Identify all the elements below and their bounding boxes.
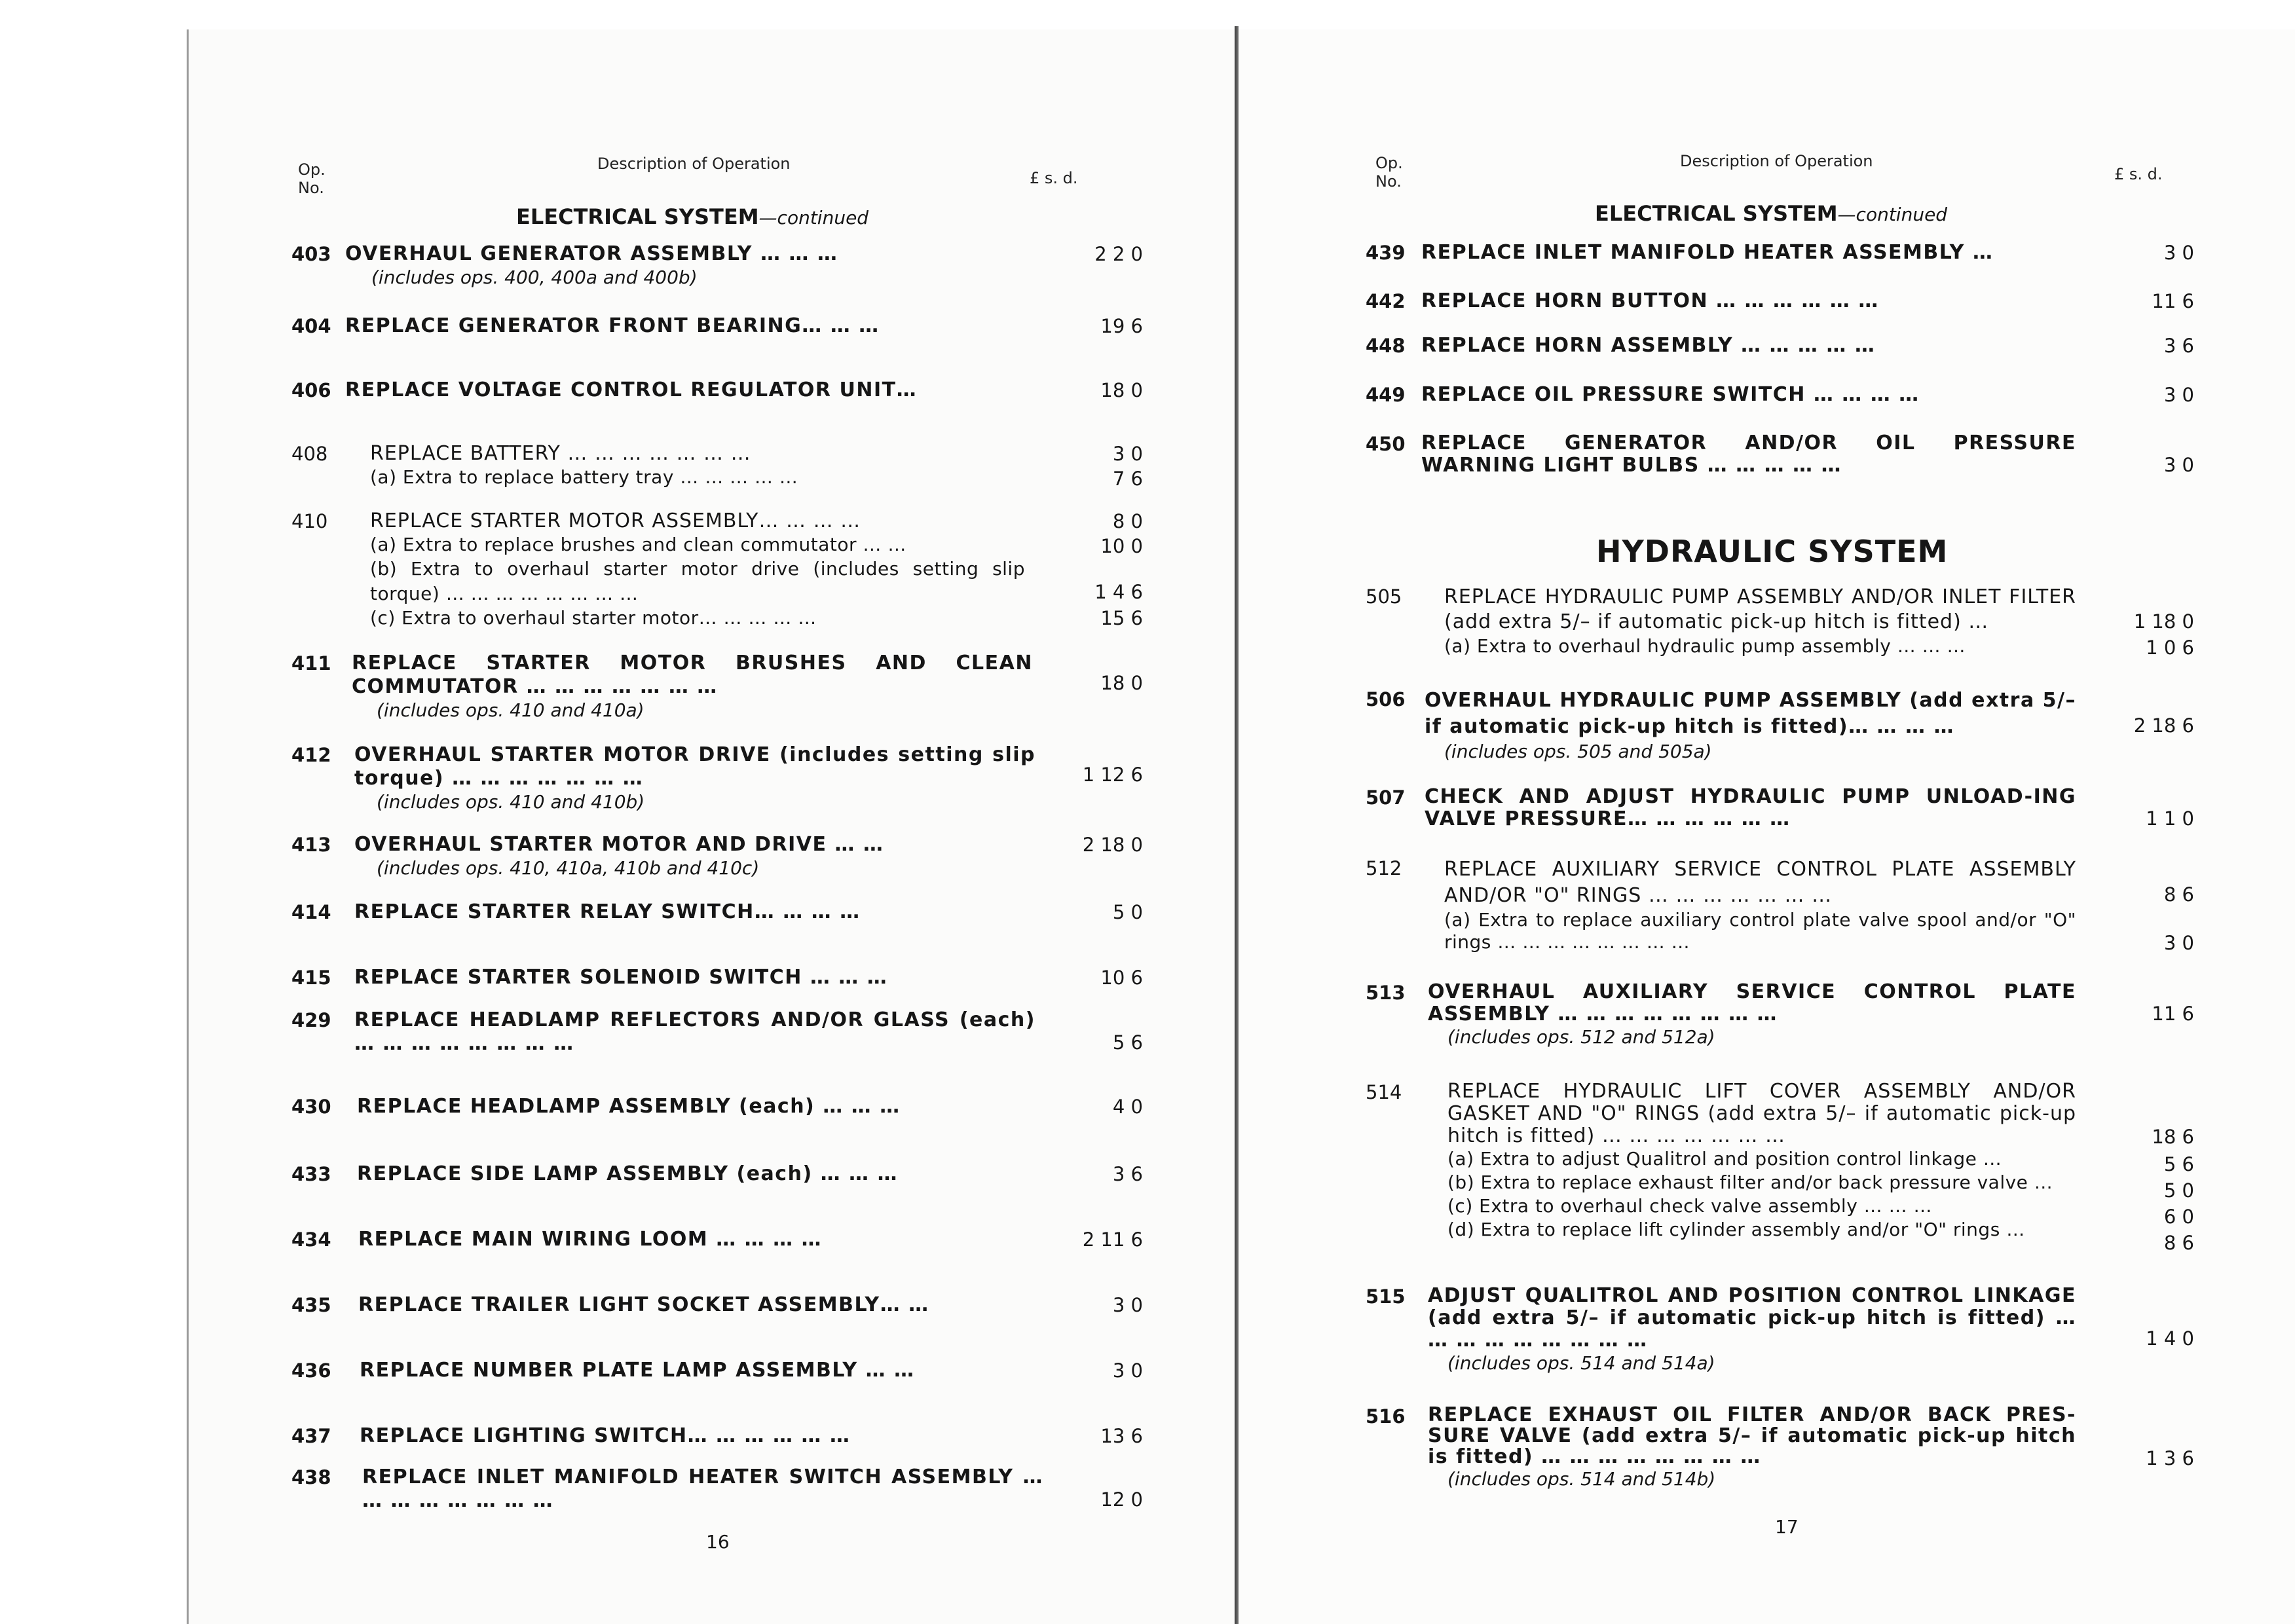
operation-title: REPLACE HEADLAMP ASSEMBLY (each) … … … — [357, 1095, 901, 1118]
operation-title: REPLACE SIDE LAMP ASSEMBLY (each) … … … — [357, 1162, 898, 1185]
operation-title: REPLACE MAIN WIRING LOOM … … … … — [358, 1228, 823, 1251]
operation-title: REPLACE HORN BUTTON … … … … … … — [1421, 289, 1879, 312]
no-header-label: No. — [298, 179, 324, 197]
page-number: 16 — [706, 1531, 730, 1553]
price: 18 6 — [2152, 1126, 2194, 1148]
price: 1 18 0 — [2133, 610, 2194, 633]
sub-operation: (b) Extra to overhaul starter motor drive (includes setting slip torque) … … … … … … … … — [370, 558, 1025, 604]
operation-title: REPLACE STARTER SOLENOID SWITCH … … … — [354, 966, 888, 989]
price: 5 6 — [1112, 1031, 1143, 1054]
includes-note: (includes ops. 514 and 514a) — [1447, 1352, 1715, 1374]
op-number: 408 — [291, 443, 328, 465]
operation-title: REPLACE OIL PRESSURE SWITCH … … … … — [1421, 383, 1920, 406]
price: 3 0 — [1112, 1294, 1143, 1316]
op-number: 415 — [291, 967, 331, 989]
op-number: 448 — [1366, 335, 1406, 357]
operation-title: REPLACE VOLTAGE CONTROL REGULATOR UNIT… — [345, 378, 918, 401]
operation-title: REPLACE NUMBER PLATE LAMP ASSEMBLY … … — [360, 1359, 915, 1382]
section-title-text: ELECTRICAL SYSTEM — [1595, 201, 1838, 226]
operation-title: REPLACE GENERATOR AND/OR OIL PRESSURE WARNING LIGHT BULBS … … … … … — [1421, 432, 2076, 477]
price: 19 6 — [1100, 315, 1143, 337]
op-number: 435 — [291, 1294, 331, 1316]
op-number: 410 — [291, 510, 328, 532]
sub-operation: (a) Extra to adjust Qualitrol and position control linkage … — [1447, 1148, 2002, 1170]
money-header: £ s. d. — [2114, 165, 2163, 183]
operation-title: REPLACE GENERATOR FRONT BEARING… … … — [345, 314, 880, 337]
sub-price: 5 6 — [2163, 1153, 2194, 1175]
sub-price: 6 0 — [2163, 1206, 2194, 1228]
op-no-header — [298, 160, 344, 197]
operation-title: REPLACE TRAILER LIGHT SOCKET ASSEMBLY… … — [358, 1293, 929, 1316]
op-number: 516 — [1366, 1405, 1406, 1428]
section-title — [1595, 201, 1947, 226]
price: 3 0 — [2163, 454, 2194, 476]
operation-title: REPLACE AUXILIARY SERVICE CONTROL PLATE ASSEMBLY AND/OR "O" RINGS … … … … … … … — [1444, 858, 2076, 907]
operation-title: REPLACE EXHAUST OIL FILTER AND/OR BACK PRES-SURE VALVE (add extra 5/– if automatic pick-up hitch is fitted) … … … … … … … … — [1428, 1403, 2076, 1468]
includes-note: (includes ops. 400, 400a and 400b) — [371, 267, 698, 288]
op-number: 439 — [1366, 242, 1406, 264]
operation-title: REPLACE STARTER RELAY SWITCH… … … … — [354, 900, 861, 923]
op-number: 413 — [291, 834, 331, 856]
operation-title: CHECK AND ADJUST HYDRAULIC PUMP UNLOAD-ING VALVE PRESSURE… … … … … … — [1425, 785, 2076, 830]
operation-title: REPLACE STARTER MOTOR ASSEMBLY… … … … — [370, 509, 861, 532]
price: 2 18 0 — [1082, 834, 1143, 856]
operation-title: REPLACE HYDRAULIC LIFT COVER ASSEMBLY AND/OR GASKET AND "O" RINGS (add extra 5/– if automatic pick-up hitch is fitted) … … … … … … … — [1447, 1080, 2076, 1147]
price: 4 0 — [1112, 1096, 1143, 1118]
operation-title: OVERHAUL STARTER MOTOR AND DRIVE … … — [354, 833, 884, 856]
price: 13 6 — [1100, 1425, 1143, 1447]
sub-operation: (c) Extra to overhaul check valve assembly … … … — [1447, 1195, 1932, 1217]
page-number: 17 — [1775, 1516, 1799, 1538]
includes-note: (includes ops. 410 and 410b) — [377, 791, 645, 813]
sub-price: 5 0 — [2163, 1179, 2194, 1202]
sub-price: 3 0 — [2163, 932, 2194, 954]
op-number: 406 — [291, 379, 331, 401]
op-number: 512 — [1366, 857, 1402, 879]
op-number: 434 — [291, 1228, 331, 1251]
sub-price: 7 6 — [1112, 468, 1143, 490]
sub-operation: (a) Extra to replace brushes and clean commutator … … — [370, 534, 906, 555]
money-header: £ s. d. — [1030, 169, 1078, 187]
price: 2 2 0 — [1094, 243, 1143, 265]
sub-price: 15 6 — [1100, 607, 1143, 629]
price: 1 4 0 — [2146, 1327, 2194, 1350]
operation-title: REPLACE LIGHTING SWITCH… … … … … … — [360, 1424, 851, 1447]
sub-price: 10 0 — [1100, 535, 1143, 557]
hydraulic-section-title: HYDRAULIC SYSTEM — [1596, 534, 1949, 569]
includes-note: (includes ops. 514 and 514b) — [1447, 1468, 1716, 1490]
sub-operation: (a) Extra to replace auxiliary control plate valve spool and/or "O" rings … … … … … … … … — [1444, 909, 2076, 953]
operation-title: OVERHAUL STARTER MOTOR DRIVE (includes setting slip torque) … … … … … … … — [354, 743, 1036, 790]
op-number: 412 — [291, 744, 331, 766]
sub-operation: (d) Extra to replace lift cylinder assembly and/or "O" rings … — [1447, 1219, 2025, 1240]
price: 11 6 — [2152, 1003, 2194, 1025]
sub-operation: (c) Extra to overhaul starter motor… … … … … — [370, 607, 817, 629]
op-header-label: Op. — [1375, 154, 1403, 172]
section-title-text: ELECTRICAL SYSTEM — [516, 204, 759, 229]
op-number: 429 — [291, 1009, 331, 1031]
price: 8 6 — [2163, 883, 2194, 906]
includes-note: (includes ops. 505 and 505a) — [1444, 741, 1712, 762]
price: 3 0 — [2163, 384, 2194, 406]
op-number: 450 — [1366, 433, 1406, 455]
sub-operation: (a) Extra to overhaul hydraulic pump assembly … … … — [1444, 635, 1966, 657]
operation-title: REPLACE INLET MANIFOLD HEATER ASSEMBLY … — [1421, 241, 1994, 264]
price: 3 0 — [2163, 242, 2194, 264]
op-number: 437 — [291, 1425, 331, 1447]
op-number: 430 — [291, 1096, 331, 1118]
section-continued-label: —continued — [1837, 204, 1948, 225]
price: 2 11 6 — [1082, 1228, 1143, 1251]
price: 12 0 — [1100, 1488, 1143, 1511]
operation-title: ADJUST QUALITROL AND POSITION CONTROL LINKAGE (add extra 5/– if automatic pick-up hitch is fitted) … … … … … … … … … — [1428, 1284, 2076, 1352]
operation-title: REPLACE HEADLAMP REFLECTORS AND/OR GLASS (each) … … … … … … … … — [354, 1008, 1036, 1055]
price: 2 18 6 — [2133, 714, 2194, 737]
op-number: 436 — [291, 1359, 331, 1382]
op-number: 515 — [1366, 1285, 1406, 1308]
operation-title: REPLACE INLET MANIFOLD HEATER SWITCH ASSEMBLY … … … … … … … … — [362, 1466, 1043, 1512]
sub-operation: (a) Extra to replace battery tray … … … … … — [370, 466, 798, 488]
op-number: 507 — [1366, 786, 1406, 809]
op-number: 438 — [291, 1466, 331, 1488]
op-number: 433 — [291, 1163, 331, 1185]
price: 18 0 — [1100, 672, 1143, 694]
op-number: 403 — [291, 243, 331, 265]
operation-title: REPLACE BATTERY … … … … … … … — [370, 442, 751, 465]
operation-title: OVERHAUL AUXILIARY SERVICE CONTROL PLATE ASSEMBLY … … … … … … … … — [1428, 980, 2076, 1025]
description-header: Description of Operation — [597, 155, 791, 173]
op-number: 404 — [291, 315, 331, 337]
price: 10 6 — [1100, 967, 1143, 989]
book-spine — [1235, 26, 1239, 1624]
includes-note: (includes ops. 410 and 410a) — [377, 699, 644, 721]
op-no-header — [1375, 154, 1421, 191]
op-header-label: Op. — [298, 160, 326, 179]
price: 18 0 — [1100, 379, 1143, 401]
description-header: Description of Operation — [1680, 152, 1873, 170]
price: 3 0 — [1112, 1359, 1143, 1382]
price: 11 6 — [2152, 290, 2194, 312]
op-number: 506 — [1366, 688, 1406, 710]
sub-operation: (b) Extra to replace exhaust filter and/or back pressure valve … — [1447, 1172, 2053, 1193]
operation-title: REPLACE HYDRAULIC PUMP ASSEMBLY AND/OR INLET FILTER (add extra 5/– if automatic pick-up hitch is fitted) … — [1444, 585, 2076, 633]
price: 3 6 — [2163, 335, 2194, 357]
price: 3 0 — [1112, 443, 1143, 465]
price: 5 0 — [1112, 901, 1143, 923]
sub-price: 1 4 6 — [1094, 581, 1143, 603]
price: 3 6 — [1112, 1163, 1143, 1185]
sub-price: 1 0 6 — [2146, 637, 2194, 659]
includes-note: (includes ops. 512 and 512a) — [1447, 1026, 1715, 1048]
section-title — [516, 204, 868, 229]
op-number: 442 — [1366, 290, 1406, 312]
operation-title: REPLACE STARTER MOTOR BRUSHES AND CLEAN COMMUTATOR … … … … … … … — [352, 652, 1033, 698]
op-number: 449 — [1366, 384, 1406, 406]
section-continued-label: —continued — [758, 207, 869, 229]
op-number: 411 — [291, 652, 331, 674]
no-header-label: No. — [1375, 172, 1402, 191]
operation-title: OVERHAUL GENERATOR ASSEMBLY … … … — [345, 242, 838, 265]
price: 1 12 6 — [1082, 764, 1143, 786]
price: 1 3 6 — [2146, 1447, 2194, 1469]
op-number: 414 — [291, 901, 331, 923]
price: 1 1 0 — [2146, 807, 2194, 830]
sub-price: 8 6 — [2163, 1232, 2194, 1254]
op-number: 513 — [1366, 982, 1406, 1004]
price: 8 0 — [1112, 510, 1143, 532]
op-number: 514 — [1366, 1081, 1402, 1103]
operation-title: OVERHAUL HYDRAULIC PUMP ASSEMBLY (add extra 5/– if automatic pick-up hitch is fitted)… … … … — [1425, 689, 2076, 738]
op-number: 505 — [1366, 585, 1402, 608]
includes-note: (includes ops. 410, 410a, 410b and 410c) — [377, 857, 760, 879]
operation-title: REPLACE HORN ASSEMBLY … … … … … — [1421, 334, 1876, 357]
